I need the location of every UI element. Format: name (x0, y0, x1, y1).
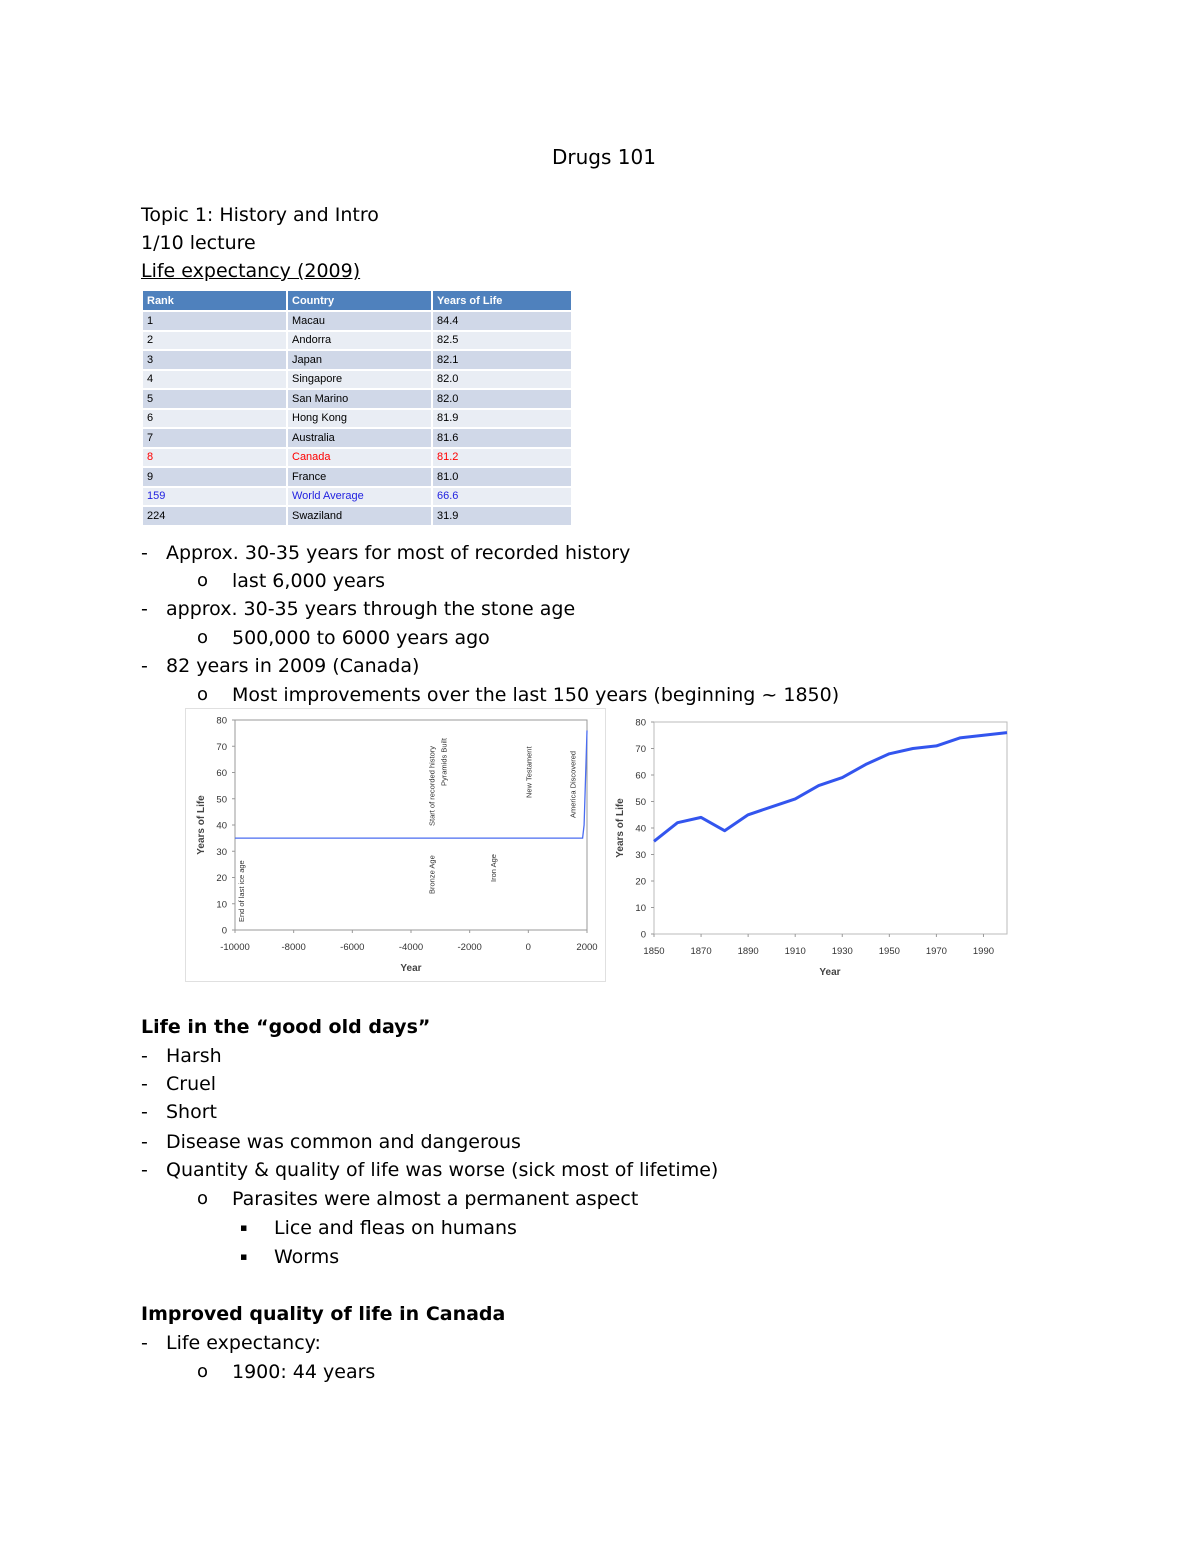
dash-marker: - (141, 598, 148, 620)
years-cell: 31.9 (432, 506, 572, 525)
list-item: approx. 30-35 years through the stone age (166, 598, 576, 620)
dash-marker: - (141, 655, 148, 677)
country-cell: France (287, 467, 432, 487)
y-tick-label: 40 (216, 820, 227, 832)
dash-marker: - (141, 1073, 148, 1095)
country-cell: San Marino (287, 389, 432, 409)
table-row (143, 370, 572, 390)
y-tick-label: 20 (216, 873, 227, 884)
years-cell: 81.2 (432, 448, 572, 468)
dash-marker: - (141, 1045, 148, 1067)
section-heading: Improved quality of life in Canada (141, 1303, 506, 1325)
list-item: Approx. 30-35 years for most of recorded history (166, 542, 631, 564)
annotation-label: End of last ice age (237, 860, 246, 922)
x-tick-label: 1870 (690, 946, 712, 957)
y-tick-label: 40 (635, 823, 646, 835)
x-tick-label: 1850 (643, 946, 665, 957)
table-row (143, 467, 572, 487)
rank-cell: 2 (143, 331, 287, 351)
dash-marker: - (141, 1131, 148, 1153)
annotation-label: Bronze Age (427, 855, 437, 894)
table-header-row (143, 291, 572, 311)
x-tick-label: -6000 (340, 942, 365, 953)
table-row-world-average (143, 487, 572, 507)
x-tick-label: -4000 (398, 942, 424, 953)
y-tick-label: 10 (635, 903, 646, 914)
x-tick-label: 0 (525, 942, 531, 953)
country-cell: Australia (287, 428, 432, 448)
column-header-years: Years of Life (432, 291, 572, 311)
years-cell: 82.1 (432, 350, 572, 370)
circle-marker: o (197, 627, 209, 648)
list-item: Short (166, 1101, 217, 1123)
list-item: 500,000 to 6000 years ago (232, 627, 490, 649)
chart-frame (186, 709, 606, 982)
y-tick-label: 0 (640, 929, 646, 941)
y-tick-label: 80 (635, 717, 646, 729)
y-tick-label: 30 (635, 850, 646, 861)
table-row (143, 428, 572, 448)
annotation-label: Iron Age (489, 854, 499, 882)
topic-heading: Topic 1: History and Intro (141, 204, 379, 226)
years-cell: 82.5 (432, 331, 572, 351)
circle-marker: o (197, 684, 209, 705)
years-cell: 81.0 (432, 467, 572, 487)
column-header-rank: Rank (143, 291, 287, 311)
list-item: Quantity & quality of life was worse (sick most of lifetime) (166, 1159, 719, 1181)
x-tick-label: 1910 (784, 946, 806, 957)
circle-marker: o (197, 1361, 209, 1382)
list-item: Worms (274, 1246, 340, 1268)
table-row (143, 331, 572, 351)
y-tick-label: 20 (635, 876, 646, 888)
country-cell: Japan (287, 350, 432, 370)
list-item: Parasites were almost a permanent aspect (232, 1188, 639, 1210)
y-tick-label: 60 (635, 770, 646, 782)
x-tick-label: -2000 (457, 942, 482, 953)
annotation-label: America Discovered (568, 750, 578, 818)
y-tick-label: 70 (216, 741, 227, 753)
x-tick-label: 1990 (972, 946, 995, 957)
list-item: Life expectancy: (166, 1332, 321, 1354)
list-item: Cruel (166, 1073, 217, 1095)
y-tick-label: 10 (216, 899, 227, 911)
list-item: 1900: 44 years (232, 1361, 376, 1383)
y-tick-label: 0 (221, 925, 227, 937)
dash-marker: - (141, 542, 148, 564)
square-marker: ▪ (240, 1250, 248, 1263)
country-cell: Singapore (287, 370, 432, 390)
country-cell: Canada (287, 448, 432, 468)
section-heading: Life in the “good old days” (141, 1016, 431, 1038)
plot-area (654, 722, 1007, 934)
x-axis-label: Year (819, 967, 841, 978)
rank-cell: 4 (143, 370, 287, 390)
y-tick-label: 60 (216, 768, 227, 779)
list-item: Most improvements over the last 150 years (beginning ~ 1850) (232, 684, 840, 706)
dash-marker: - (141, 1332, 148, 1354)
y-axis-label: Years of Life (615, 798, 626, 858)
rank-cell: 5 (143, 389, 287, 409)
x-tick-label: 1890 (737, 946, 759, 957)
table-row-canada (143, 448, 572, 468)
long-term-life-expectancy-chart (185, 708, 606, 982)
country-cell: Hong Kong (287, 409, 432, 429)
rank-cell: 1 (143, 311, 287, 331)
circle-marker: o (197, 1188, 209, 1209)
rank-cell: 7 (143, 428, 287, 448)
years-cell: 82.0 (432, 389, 572, 409)
y-tick-label: 50 (216, 794, 227, 806)
table-row (143, 311, 572, 331)
y-axis-label: Years of Life (196, 795, 207, 855)
annotation-label: Pyramids Built (439, 738, 449, 786)
country-cell: Macau (287, 311, 432, 331)
series-line (654, 733, 1007, 842)
y-tick-label: 30 (216, 846, 227, 858)
square-marker: ▪ (240, 1221, 248, 1234)
dash-marker: - (141, 1101, 148, 1123)
x-tick-label: 2000 (576, 942, 598, 953)
column-header-country: Country (287, 291, 432, 311)
circle-marker: o (197, 570, 209, 591)
list-item: Harsh (166, 1045, 222, 1067)
x-tick-label: -8000 (281, 942, 306, 953)
years-cell: 82.0 (432, 370, 572, 390)
x-axis-label: Year (400, 963, 422, 974)
table-row (143, 350, 572, 370)
rank-cell: 3 (143, 350, 287, 370)
y-tick-label: 70 (635, 744, 646, 755)
x-tick-label: -10000 (220, 942, 250, 953)
country-cell: World Average (287, 487, 432, 507)
rank-cell: 224 (143, 506, 287, 525)
list-item: Disease was common and dangerous (166, 1131, 521, 1153)
list-item: Lice and fleas on humans (274, 1217, 517, 1239)
country-cell: Andorra (287, 331, 432, 351)
x-tick-label: 1930 (831, 946, 853, 957)
annotation-label: New Testament (524, 746, 534, 798)
list-item: 82 years in 2009 (Canada) (166, 655, 420, 677)
table-heading: Life expectancy (2009) (141, 260, 361, 282)
modern-life-expectancy-chart (612, 712, 1012, 982)
country-cell: Swaziland (287, 506, 432, 525)
table-row (143, 506, 572, 525)
table-row (143, 409, 572, 429)
x-tick-label: 1950 (878, 946, 900, 957)
years-cell: 81.9 (432, 409, 572, 429)
document-title: Drugs 101 (552, 145, 656, 169)
y-tick-label: 80 (216, 715, 227, 727)
x-tick-label: 1970 (925, 946, 947, 957)
rank-cell: 6 (143, 409, 287, 429)
years-cell: 81.6 (432, 428, 572, 448)
years-cell: 66.6 (432, 487, 572, 507)
table-row (143, 389, 572, 409)
annotation-label: Start of recorded history (427, 745, 437, 826)
rank-cell: 159 (143, 487, 287, 507)
lecture-date: 1/10 lecture (141, 232, 256, 254)
y-tick-label: 50 (635, 797, 646, 808)
years-cell: 84.4 (432, 311, 572, 331)
rank-cell: 8 (143, 448, 287, 468)
list-item: last 6,000 years (232, 570, 386, 592)
rank-cell: 9 (143, 467, 287, 487)
dash-marker: - (141, 1159, 148, 1181)
life-expectancy-table (143, 291, 573, 525)
